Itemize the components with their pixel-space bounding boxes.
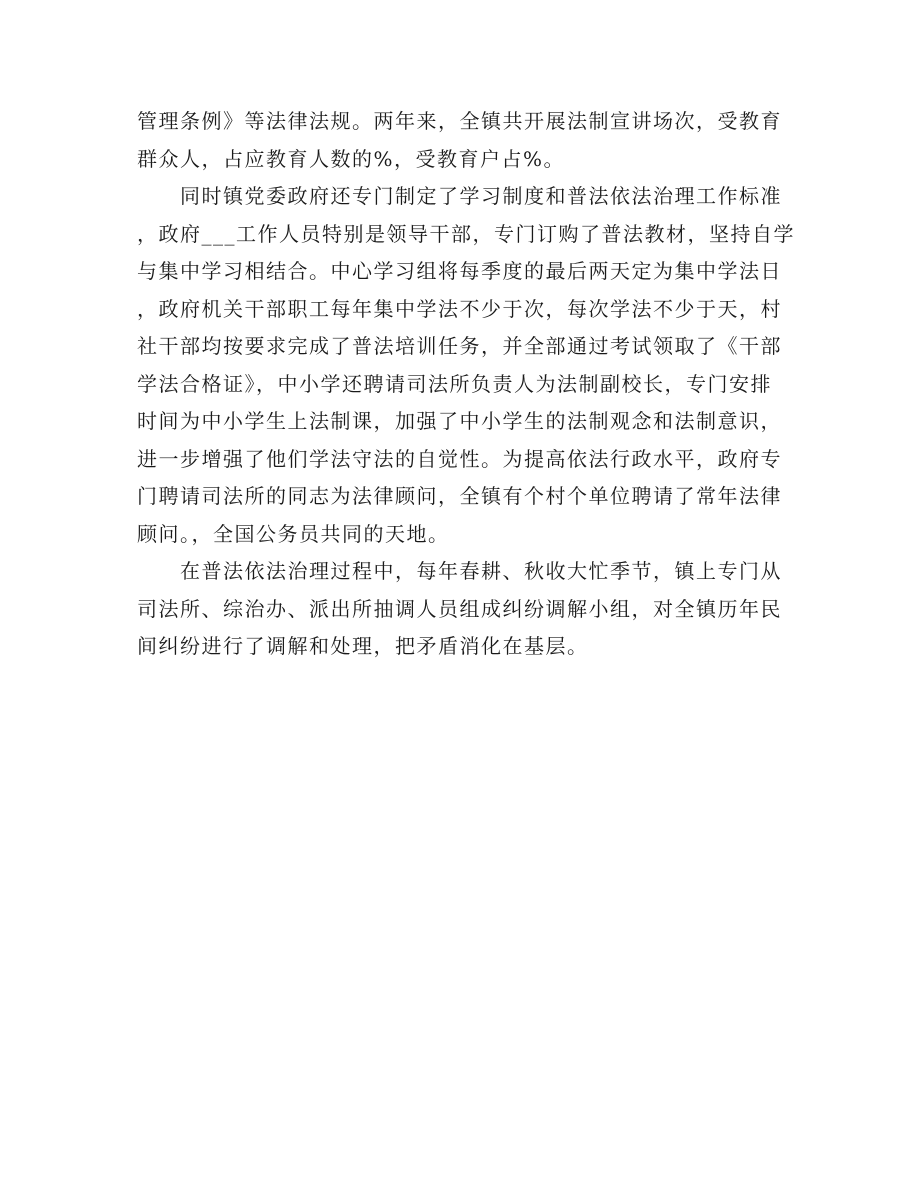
document-body [137, 103, 795, 666]
text-line: 时间为中小学生上法制课，加强了中小学生的法制观念和法制意识， [137, 409, 782, 433]
text-line: 同时镇党委政府还专门制定了学习制度和普法依法治理工作标准 [137, 184, 782, 208]
text-line: 管理条例》等法律法规。两年来，全镇共开展法制宣讲场次，受教育 [137, 109, 782, 133]
text-line: 社干部均按要求完成了普法培训任务，并全部通过考试领取了《干部 [137, 334, 782, 358]
text-line: 司法所、综治办、派出所抽调人员组成纠纷调解小组，对全镇历年民 [137, 596, 782, 621]
text-line: 与集中学习相结合。中心学习组将每季度的最后两天定为集中学法日 [137, 259, 782, 283]
text-line: ，政府___工作人员特别是领导干部，专门订购了普法教材，坚持自学 [137, 221, 795, 246]
text-line: 顾问。，全国公务员共同的天地。 [137, 521, 450, 546]
text-line: 在普法依法治理过程中，每年春耕、秋收大忙季节，镇上专门从 [137, 559, 782, 583]
text-line: 进一步增强了他们学法守法的自觉性。为提高依法行政水平，政府专 [137, 446, 782, 471]
text-line: 门聘请司法所的同志为法律顾问，全镇有个村个单位聘请了常年法律 [137, 484, 782, 508]
text-line: ，政府机关干部职工每年集中学法不少于次，每次学法不少于天，村 [137, 296, 782, 321]
text-line: 间纠纷进行了调解和处理，把矛盾消化在基层。 [137, 634, 589, 658]
text-line: 学法合格证》，中小学还聘请司法所负责人为法制副校长，专门安排 [137, 371, 772, 396]
text-line: 群众人，占应教育人数的%，受教育户占%。 [137, 146, 566, 171]
